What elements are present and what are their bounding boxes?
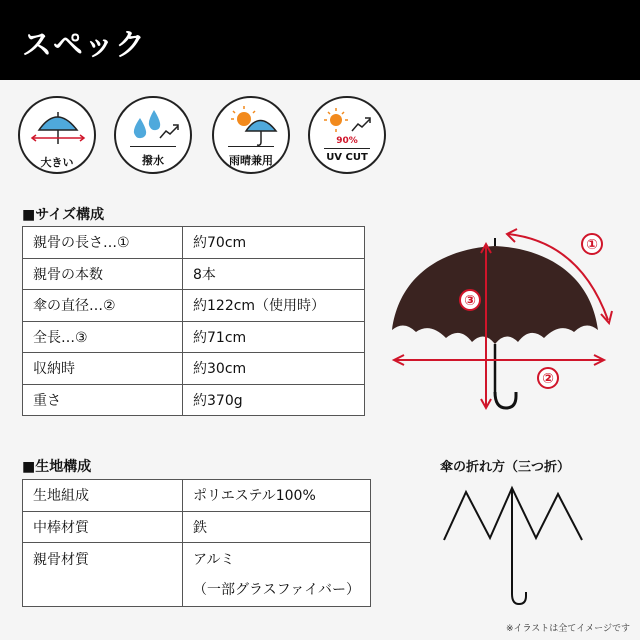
disclaimer: ※イラストは全てイメージです: [505, 624, 630, 634]
table-row: [23, 384, 365, 416]
feature-label: UV CUT: [326, 152, 368, 163]
spec-value-line: （一部グラスファイバー）: [193, 581, 361, 598]
spec-value-line: アルミ: [193, 551, 235, 568]
spec-key: 親骨材質: [23, 543, 183, 607]
table-row: [23, 290, 365, 322]
table-row: [23, 543, 371, 607]
spec-value: 約70cm: [183, 227, 365, 259]
fold-caption: 傘の折れ方（三つ折）: [440, 460, 571, 475]
spec-key: 親骨の本数: [23, 258, 183, 290]
marker-2: ②: [542, 371, 554, 387]
spec-key: 中棒材質: [23, 511, 183, 543]
spec-key: 収納時: [23, 353, 183, 385]
spec-key: 重さ: [23, 384, 183, 416]
spec-value: 約30cm: [183, 353, 365, 385]
table-row: [23, 321, 365, 353]
icon-divider: [130, 146, 176, 147]
umbrella-dimension-diagram: [380, 220, 630, 420]
spec-key: 生地組成: [23, 480, 183, 512]
marker-1: ①: [586, 237, 598, 253]
table-row: [23, 353, 365, 385]
marker-3: ③: [464, 293, 476, 309]
spec-key: 親骨の長さ…①: [23, 227, 183, 259]
table-row: [23, 480, 371, 512]
spec-value: 鉄: [183, 511, 371, 543]
header-bar: [0, 0, 640, 80]
page-title: スペック: [22, 28, 146, 63]
spec-value: ポリエステル100%: [183, 480, 371, 512]
table-row: [23, 511, 371, 543]
feature-label: 撥水: [142, 154, 164, 167]
feature-label: 大きい: [40, 156, 74, 169]
icon-divider: [324, 148, 370, 149]
table-row: [23, 227, 365, 259]
uv-percent-badge: 90%: [336, 136, 358, 146]
feature-uv-cut: [308, 96, 386, 174]
spec-value: 約370g: [183, 384, 365, 416]
size-section-title: ■サイズ構成: [22, 207, 105, 223]
icon-divider: [228, 146, 274, 147]
spec-value: 約71cm: [183, 321, 365, 353]
spec-value: 約122cm（使用時）: [183, 290, 365, 322]
feature-large: [18, 96, 96, 174]
fabric-table: [22, 479, 371, 607]
umbrella-canopy: [392, 246, 598, 344]
spec-key: 傘の直径…②: [23, 290, 183, 322]
feature-label: 雨晴兼用: [229, 154, 273, 167]
size-table: [22, 226, 365, 416]
spec-key: 全長…③: [23, 321, 183, 353]
fabric-section-title: ■生地構成: [22, 459, 92, 475]
spec-value: [183, 543, 371, 607]
table-row: [23, 258, 365, 290]
folding-diagram: [440, 482, 590, 607]
spec-value: 8本: [183, 258, 365, 290]
feature-sun-rain: [212, 96, 290, 174]
feature-water-repellent: [114, 96, 192, 174]
